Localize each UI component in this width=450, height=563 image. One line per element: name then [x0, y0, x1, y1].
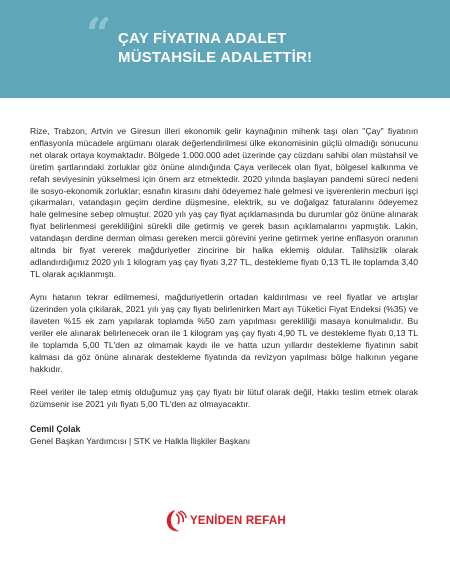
party-logo — [162, 508, 322, 534]
title-line-2: MÜSTAHSİLE ADALETTİR! — [118, 49, 313, 66]
paragraph-3: Reel veriler ile talep etmiş olduğumuz yaş çay fiyatı bir lütuf olarak değil, Hakkı teslim etmek olarak özümsenir ise 2021 yılı fiyatı 5,00 TL'den az olmayacaktır. — [30, 387, 418, 410]
paragraph-2: Aynı hatanın tekrar edilmemesi, mağduriyetlerin ortadan kaldırılması ve reel fiyatlar ve artışlar üzerinden yola çıkılarak, 2021 yılı yaş çay fiyatı belirlenirken Mart ayı Tüketici Fiyat Endeksi (%35) ve ilaveten %15 ek zam yapılarak toplamda %50 zam yapılması gerekliliği masaya konulmalıdır. Bu veriler ele alınarak belirlenecek oran ile 1 kilogram yaş çay fiyatı 4,90 TL ve destekleme fiyatı 0,13 TL ile toplamda 5,00 TL'den az olmamak kaydı ile ve hatta uzun yıllardır destekleme fiyatının sabit kalması da göz önüne alınarak destekleme fiyatında da revizyon yapılması bölge halkının yegane hakkıdır. — [30, 292, 418, 374]
logo-text: YENİDEN REFAH — [190, 515, 286, 527]
signer-role: Genel Başkan Yardımcısı | STK ve Halkla İlişkiler Başkanı — [30, 435, 251, 446]
paragraph-1: Rize, Trabzon, Artvin ve Giresun illeri ekonomik gelir kaynağının mihenk taşı olan "Çay" fiyatının enflasyonla mücadele argümanı olarak değerlendirilmesi ülke ekonomisinin güçlü olmadığı sonucunu net olarak ortaya koymaktadır. Bölgede 1.000.000 adet üzerinde çay cüzdanı sahibi olan müstahsil ve üretim şartlarındaki zorluklar göz önüne alındığında Çaya verilecek olan fiyat, bölgesel kalkınma ve refah seviyesinin yükselmesi için önem arz etmektedir. 2020 yılında başlayan pandemi süreci nedeni ile sosyo-ekonomik zorluklar; esnafın kirasını dahi ödeyemez hale gelmesi ve işverenlerin mecburi işçi çıkarmaları, vatandaşın geçim derdine düşmesine, elektrik, su ve doğalgaz faturalarını ödeyemez hale gelmesine sebep olmuştur. 2020 yılı yaş çay fiyat açıklamasında bu durumlar göz önüne alınarak fiyat belirlenmesi gerekliliğini sürekli dile getirmiş ve gerek basın açıklamalarını yapmıştık. Lakin, vatandaşın derdine derman olması gereken mercii görevini yerine getirmek yerine enflasyon oranının altında bir fiyat vererek mağduriyetler zincirine bir halka eklemiş oldular. Talihsizlik olarak adlandırdığımız 2020 yılı 1 kilogram yaş çay fiyatı 3,27 TL, destekleme fiyatı 0,13 TL ile toplamda 3,40 TL olarak açıklanmıştı. — [30, 126, 418, 279]
statement-body — [30, 126, 418, 447]
crescent-wheat-icon — [162, 508, 188, 534]
quote-mark-icon: “ — [86, 9, 112, 60]
page-title — [118, 29, 418, 67]
title-line-1: ÇAY FİYATINA ADALET — [118, 30, 287, 47]
signer-name: Cemil Çolak — [30, 423, 81, 434]
header-banner — [0, 0, 450, 98]
